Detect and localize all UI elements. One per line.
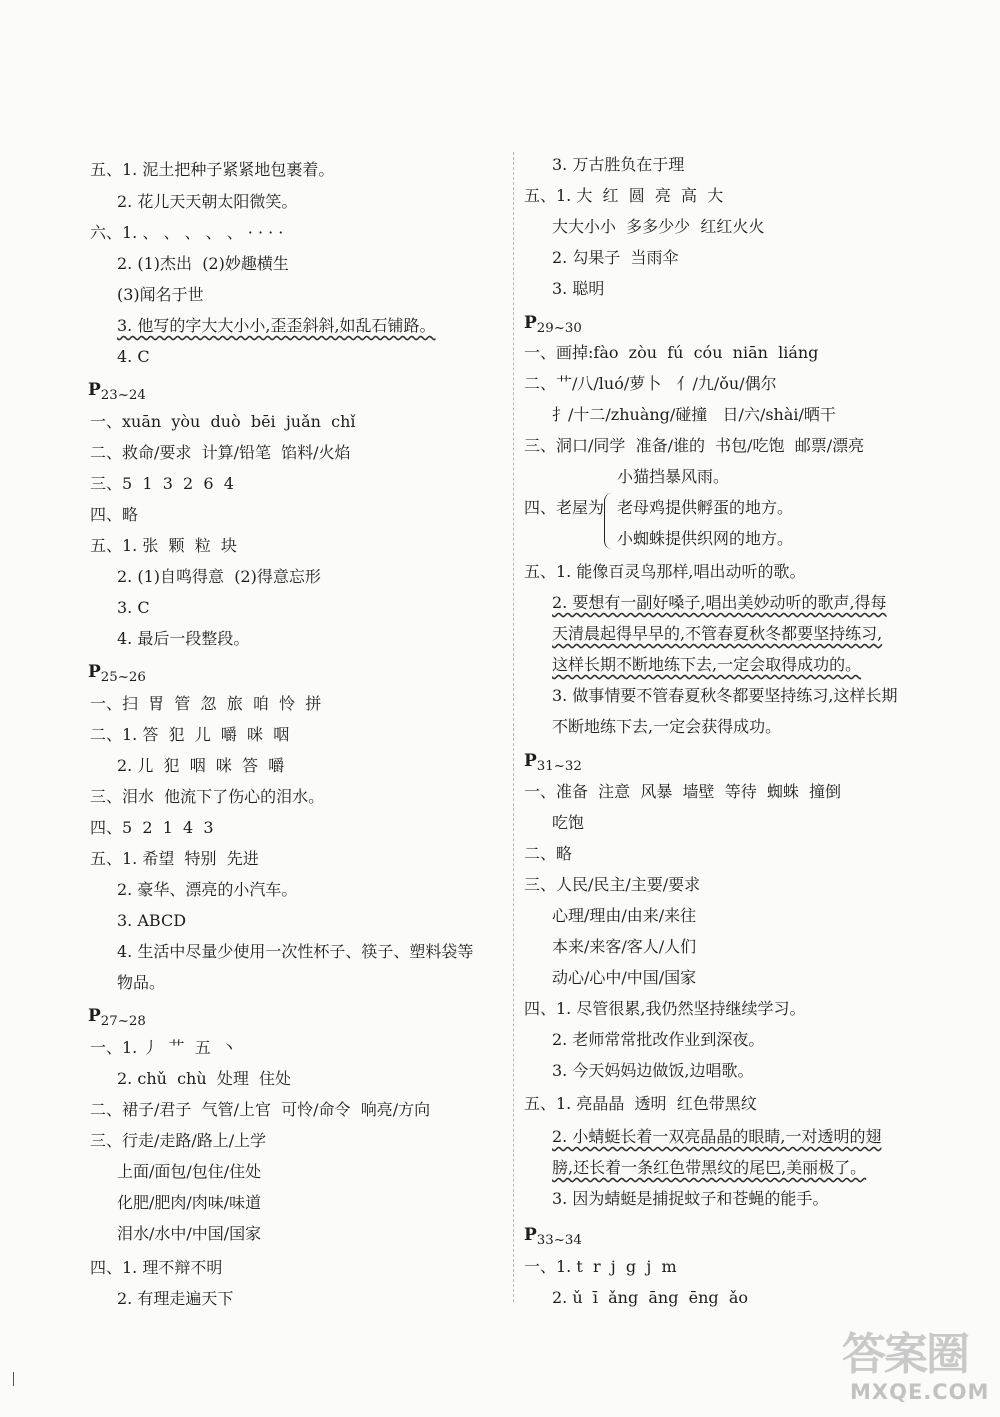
- answer-line: [117, 567, 321, 587]
- answer-text: 二、裙子/君子 气管/上官 可怜/命令 响亮/方向: [90, 1100, 431, 1119]
- answer-line: [90, 412, 356, 432]
- page-label: P: [88, 380, 101, 400]
- answer-line: [524, 1257, 677, 1277]
- answer-line: [524, 1094, 757, 1114]
- page-range: 27~28: [100, 1014, 146, 1030]
- answer-line: [552, 279, 604, 299]
- answer-text: 2. 要想有一副好嗓子,唱出美妙动听的歌声,得每: [552, 593, 887, 612]
- answer-line: [552, 813, 584, 833]
- answer-line: [552, 1061, 753, 1081]
- answer-line: [552, 655, 861, 675]
- answer-text: 2. 小蜻蜓长着一双亮晶晶的眼睛,一对透明的翅: [552, 1127, 882, 1146]
- answer-line: [552, 217, 764, 237]
- answer-text: 五、1. 张 颗 粒 块: [90, 536, 237, 555]
- page-range-heading: [524, 751, 582, 775]
- answer-line: [117, 316, 436, 336]
- corner-mark: [13, 1372, 14, 1386]
- answer-line: [90, 694, 321, 714]
- answer-line: [117, 1162, 261, 1182]
- answer-text: 四、1. 理不辩不明: [90, 1258, 223, 1277]
- answer-line: [90, 474, 234, 494]
- page-range: 25~26: [100, 670, 146, 686]
- answer-line: [552, 1189, 828, 1209]
- answer-text: 小蜘蛛提供织网的地方。: [617, 529, 794, 548]
- page-range: 23~24: [100, 388, 146, 404]
- answer-line: [617, 529, 793, 549]
- answer-text: 本来/来客/客人/人们: [552, 937, 697, 956]
- answer-line: [524, 498, 604, 518]
- answer-line: [117, 192, 297, 212]
- answer-line: [90, 818, 214, 838]
- page-range: 29~30: [536, 321, 582, 337]
- answer-text: 四、1. 尽管很累,我仍然坚持继续学习。: [524, 999, 806, 1018]
- answer-text: 一、xuān yòu duò bēi juǎn chǐ: [90, 412, 356, 431]
- page-range-heading: [524, 1225, 582, 1249]
- watermark-url: MXQE.COM: [850, 1380, 990, 1404]
- answer-text: 3. 他写的字大大小小,歪歪斜斜,如乱石铺路。: [117, 316, 436, 335]
- page-range-heading: [88, 662, 146, 686]
- answer-text: 三、行走/走路/路上/上学: [90, 1131, 267, 1150]
- answer-text: 2. chǔ chù 处理 住处: [117, 1069, 292, 1088]
- answer-text: (3)闻名于世: [117, 285, 204, 304]
- answer-line: [117, 598, 150, 618]
- answer-line: [117, 880, 297, 900]
- answer-text: 2. (1)自鸣得意 (2)得意忘形: [117, 567, 321, 586]
- answer-line: [90, 443, 351, 463]
- page-label: P: [524, 751, 537, 771]
- answer-text: 二、略: [524, 844, 573, 863]
- answer-text: 3. C: [117, 598, 150, 617]
- answer-line: [524, 999, 805, 1019]
- answer-line: [524, 562, 805, 582]
- answer-text: 一、准备 注意 风暴 墙壁 等待 蜘蛛 撞倒: [524, 782, 842, 801]
- answer-line: [552, 1158, 866, 1178]
- answer-line: [524, 374, 777, 394]
- answer-text: 一、1. t r j g j m: [524, 1257, 677, 1276]
- answer-line: [117, 629, 249, 649]
- answer-text: 3. 因为蜻蜓是捕捉蚊子和苍蝇的能手。: [552, 1189, 829, 1208]
- answer-line: [524, 186, 723, 206]
- answer-line: [117, 254, 289, 274]
- answer-line: [524, 844, 572, 864]
- answer-text: 这样长期不断地练下去,一定会取得成功的。: [552, 655, 862, 674]
- answer-text: 3. 万古胜负在于理: [552, 155, 685, 174]
- answer-text: 四、略: [90, 505, 139, 524]
- answer-text: 二、1. 答 犯 儿 嚼 咪 咽: [90, 725, 290, 744]
- answer-line: [552, 906, 696, 926]
- page-label: P: [524, 313, 537, 333]
- answer-text: 大大小小 多多少少 红红火火: [552, 217, 765, 236]
- answer-line: [90, 160, 334, 180]
- answer-line: [117, 1224, 261, 1244]
- answer-text: 3. 今天妈妈边做饭,边唱歌。: [552, 1061, 754, 1080]
- answer-text: 物品。: [117, 973, 166, 992]
- answer-line: [117, 942, 473, 962]
- page-range-heading: [88, 380, 146, 404]
- page-label: P: [88, 1006, 101, 1026]
- answer-text: 4. 生活中尽量少使用一次性杯子、筷子、塑料袋等: [117, 942, 474, 961]
- answer-line: [552, 686, 897, 706]
- answer-text: 2. 儿 犯 咽 咪 答 嚼: [117, 756, 285, 775]
- answer-line: [90, 1258, 222, 1278]
- answer-text: 2. 豪华、漂亮的小汽车。: [117, 880, 298, 899]
- answer-text: 五、1. 能像百灵鸟那样,唱出动听的歌。: [524, 562, 806, 581]
- answer-text: 4. 最后一段整段。: [117, 629, 250, 648]
- answer-line: [117, 973, 165, 993]
- answer-line: [90, 849, 259, 869]
- answer-line: [117, 1289, 233, 1309]
- answer-text: 2. ǔ ī ǎng āng ēng ǎo: [552, 1288, 748, 1307]
- answer-text: 膀,还长着一条红色带黑纹的尾巴,美丽极了。: [552, 1158, 867, 1177]
- answer-text: 3. 聪明: [552, 279, 605, 298]
- answer-text: 扌/十二/zhuàng/碰撞 日/六/shài/晒干: [552, 405, 836, 424]
- page-range-heading: [88, 1006, 146, 1030]
- answer-line: [552, 593, 887, 613]
- answer-line: [90, 1038, 237, 1058]
- answer-text: 五、1. 亮晶晶 透明 红色带黑纹: [524, 1094, 757, 1113]
- answer-line: [90, 725, 289, 745]
- answer-line: [524, 875, 700, 895]
- answer-text: 老母鸡提供孵蛋的地方。: [617, 498, 794, 517]
- answer-text: 三、洞口/同学 准备/谁的 书包/吃饱 邮票/漂亮: [524, 436, 865, 455]
- answer-line: [90, 505, 138, 525]
- answer-text: 四、5 2 1 4 3: [90, 818, 214, 837]
- answer-line: [90, 223, 283, 243]
- answer-text: 2. 花儿天天朝太阳微笑。: [117, 192, 298, 211]
- answer-text: 上面/面包/包住/住处: [117, 1162, 262, 1181]
- answer-text: 吃饱: [552, 813, 585, 832]
- page-range-heading: [524, 313, 582, 337]
- column-divider: [513, 152, 514, 1302]
- answer-text: 三、泪水 他流下了伤心的泪水。: [90, 787, 325, 806]
- page-range: 31~32: [536, 759, 582, 775]
- answer-line: [552, 1127, 881, 1147]
- answer-line: [552, 937, 696, 957]
- answer-text: 二、救命/要求 计算/铅笔 馅料/火焰: [90, 443, 351, 462]
- answer-line: [524, 782, 841, 802]
- answer-text: 三、5 1 3 2 6 4: [90, 474, 234, 493]
- answer-text: 动心/心中/中国/国家: [552, 968, 697, 987]
- answer-line: [90, 536, 237, 556]
- answer-text: 4. C: [117, 347, 150, 366]
- answer-line: [552, 155, 684, 175]
- page-range: 33~34: [536, 1233, 582, 1249]
- answer-line: [117, 756, 284, 776]
- answer-line: [617, 498, 793, 518]
- answer-text: 一、画掉:fào zòu fú cóu niān liáng: [524, 343, 819, 362]
- answer-line: [524, 436, 864, 456]
- answer-text: 五、1. 大 红 圆 亮 高 大: [524, 186, 724, 205]
- answer-text: 3. 做事情要不管春夏秋冬都要坚持练习,这样长期: [552, 686, 898, 705]
- answer-text: 五、1. 希望 特别 先进: [90, 849, 259, 868]
- answer-line: [552, 624, 882, 644]
- answer-text: 2. (1)杰出 (2)妙趣横生: [117, 254, 289, 273]
- answer-line: [552, 248, 679, 268]
- page-label: P: [88, 662, 101, 682]
- answer-line: [117, 1069, 291, 1089]
- answer-text: 一、扫 胃 管 忽 旅 咱 怜 拼: [90, 694, 322, 713]
- answer-line: [524, 343, 818, 363]
- answer-text: 不断地练下去,一定会获得成功。: [552, 717, 782, 736]
- answer-line: [552, 405, 836, 425]
- watermark-logo: 答案圈: [842, 1329, 968, 1380]
- answer-text: 四、老屋为: [524, 498, 605, 517]
- answer-line: [90, 787, 324, 807]
- answer-text: 2. 老师常常批改作业到深夜。: [552, 1030, 765, 1049]
- answer-text: 3. ABCD: [117, 911, 187, 930]
- brace-bracket: [604, 493, 615, 549]
- answer-line: [90, 1100, 430, 1120]
- answer-line: [117, 911, 186, 931]
- answer-line: [552, 968, 696, 988]
- answer-line: [552, 1288, 748, 1308]
- answer-text: 小猫挡暴风雨。: [617, 467, 730, 486]
- answer-line: [117, 347, 150, 367]
- answer-line: [90, 1131, 266, 1151]
- answer-line: [552, 717, 781, 737]
- answer-text: 天清晨起得早早的,不管春夏秋冬都要坚持练习,: [552, 624, 883, 643]
- answer-text: 五、1. 泥土把种子紧紧地包裹着。: [90, 160, 335, 179]
- answer-line: [617, 467, 729, 487]
- answer-text: 心理/理由/由来/来往: [552, 906, 697, 925]
- answer-text: 2. 勾果子 当雨伞: [552, 248, 679, 267]
- answer-text: 三、人民/民主/主要/要求: [524, 875, 701, 894]
- watermark: [842, 1318, 992, 1413]
- answer-text: 一、1. 丿 艹 五 丶: [90, 1038, 237, 1057]
- answer-text: 二、艹/八/luó/萝卜 亻/九/ǒu/偶尔: [524, 374, 777, 393]
- answer-line: [117, 1193, 261, 1213]
- answer-line: [117, 285, 204, 305]
- answer-text: 2. 有理走遍天下: [117, 1289, 234, 1308]
- page-label: P: [524, 1225, 537, 1245]
- answer-line: [552, 1030, 764, 1050]
- answer-text: 化肥/肥肉/肉味/味道: [117, 1193, 262, 1212]
- answer-text: 泪水/水中/中国/国家: [117, 1224, 262, 1243]
- answer-text: 六、1. 、 、 、 、 、 · · · ·: [90, 223, 284, 242]
